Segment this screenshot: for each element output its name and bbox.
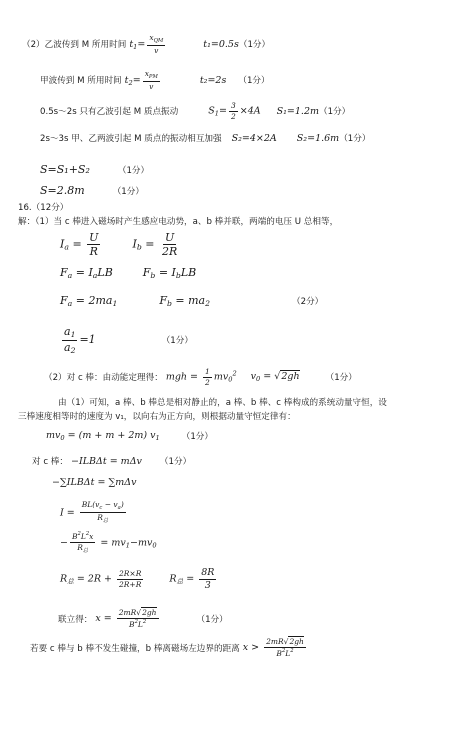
eq-current: I = $\frac{BL(v_c - v_a)}{R_总}$ (60, 500, 124, 525)
text: （2）乙波传到 M 所用时间 (22, 40, 127, 51)
score: （1分） (161, 336, 193, 347)
formula: $t_1=$ $\frac{x_{QM}}{v}$ (126, 33, 164, 56)
text: 2s～3s 甲、乙两波引起 M 质点的振动相互加强 (40, 134, 222, 144)
line-s1 (40, 102, 350, 120)
line-time-yi (22, 34, 270, 55)
eq-energy: （2）对 c 棒：由动能定理得： mgh = $\frac{1}{2}$ $mv_0^2$ $v_0 = √2gh$ （1分） (44, 367, 357, 387)
eq-impulse: 对 c 棒： −ILBΔt = mΔv （1分） (32, 455, 192, 467)
score: （1分） (319, 107, 351, 117)
q16-header: 16.（12分） (18, 203, 69, 213)
score: （1分） (325, 373, 357, 383)
text: 甲波传到 M 所用时间 (40, 76, 122, 87)
eq-combine: 联立得： x = $\frac{2mR√2gh}{B^2L^2}$ （1分） (58, 608, 228, 629)
score: （1分） (196, 614, 228, 625)
eq-newton: $F_a = 2ma_1$ $F_b = ma_2$ （2分） (60, 294, 324, 308)
q16-intro: 解：（1）当 c 棒进入磁场时产生感应电动势，a、b 棒并联，两端的电压 U 总相等， (18, 217, 339, 227)
score: （1分） (339, 134, 371, 144)
final-line: 若要 c 棒与 b 棒不发生碰撞，b 棒离磁场左边界的距离 x > $\frac{2mR√2gh}{B^2L^2}$ (30, 637, 304, 658)
formula: $S_1=$ $\frac{3}{2}$ ×4A (208, 101, 261, 121)
score: （1分） (238, 76, 270, 87)
formula: S=2.8m (40, 184, 85, 197)
p3-line2: 三棒速度相等时的速度为 v₁，以向右为正方向，则根据动量守恒定律有： (18, 412, 296, 422)
score: （1分） (181, 432, 213, 442)
result: t₂=2s (199, 74, 227, 86)
formula: S=S₁+S₂ (40, 163, 90, 176)
p3-line1: 由（1）可知，a 棒、b 棒总是相对静止的，a 棒、b 棒、c 棒构成的系统动量守恒，设 (58, 398, 387, 408)
score: （1分） (238, 40, 271, 51)
line-time-jia (40, 70, 270, 91)
result: S₂=1.6m (296, 132, 340, 144)
eq-ratio: $\frac{a_1}{a_2}$ =1 （1分） (64, 325, 193, 355)
line-s-total (40, 184, 144, 197)
score: （1分） (117, 165, 150, 176)
eq-displacement: − $\frac{B^2L^2x}{R_总}$ = $mv_1-mv_0$ (60, 531, 157, 554)
eq-sum: −∑ILBΔt = ∑mΔv (52, 477, 137, 488)
score: （2分） (292, 297, 324, 307)
eq-forces: $F_a = I_aLB$ $F_b = I_bLB$ (60, 266, 197, 280)
result: S₁=1.2m (276, 105, 320, 117)
formula: $t_2=$ $\frac{x_{PM}}{v}$ (121, 69, 158, 92)
eq-resistance: $R_总 = 2R$ + $\frac{2R\times R}{2R+R}$ $R_总$ = $\frac{8R}{3}$ (60, 567, 215, 591)
eq-currents: $I_a$ = $\frac{U}{R}$ $I_b$ = $\frac{U}{2R}$ (60, 231, 178, 258)
score: （1分） (112, 186, 144, 197)
text: 0.5s～2s 只有乙波引起 M 质点振动 (40, 107, 179, 117)
line-s-sum (40, 163, 149, 176)
line-s2 (40, 132, 370, 144)
formula: S₂=4×2A (231, 132, 277, 144)
eq-momentum: $mv_0 = (m + m + 2m)$ $v_1$ （1分） (46, 430, 213, 442)
score: （1分） (159, 457, 192, 467)
result: t₁=0.5s (203, 38, 239, 50)
